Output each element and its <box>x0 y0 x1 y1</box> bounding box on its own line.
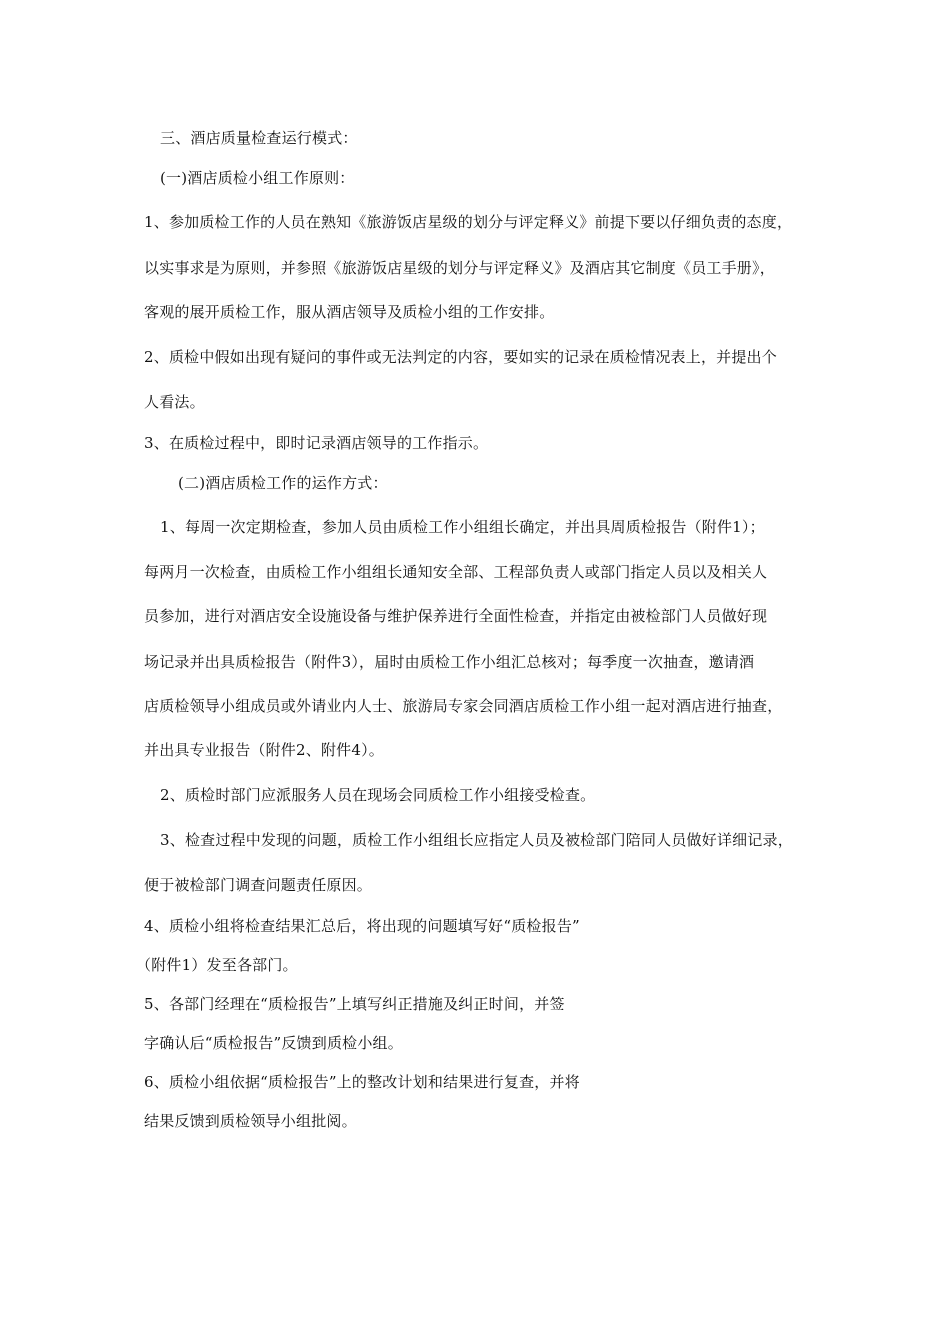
paragraph-line: 客观的展开质检工作，服从酒店领导及质检小组的工作安排。 <box>144 303 555 321</box>
paragraph-line: 并出具专业报告（附件2、附件4）。 <box>144 741 384 759</box>
section-heading: 三、酒店质量检查运行模式： <box>160 129 358 147</box>
paragraph-line: 3、检查过程中发现的问题，质检工作小组组长应指定人员及被检部门陪同人员做好详细记录， <box>160 831 793 849</box>
paragraph-line: 店质检领导小组成员或外请业内人士、旅游局专家会同酒店质检工作小组一起对酒店进行抽查， <box>144 697 783 715</box>
paragraph-line: 4、质检小组将检查结果汇总后，将出现的问题填写好“质检报告” <box>144 917 580 935</box>
paragraph-line: 员参加，进行对酒店安全设施设备与维护保养进行全面性检查，并指定由被检部门人员做好现 <box>144 607 768 625</box>
paragraph-line: 6、质检小组依据“质检报告”上的整改计划和结果进行复查，并将 <box>144 1073 580 1091</box>
subsection-heading: (一)酒店质检小组工作原则： <box>160 169 355 187</box>
paragraph-line: 2、质检中假如出现有疑问的事件或无法判定的内容，要如实的记录在质检情况表上，并提出个 <box>144 348 777 366</box>
paragraph-line: 1、每周一次定期检查，参加人员由质检工作小组组长确定，并出具周质检报告（附件1）； <box>160 518 765 536</box>
paragraph-line: （附件1）发至各部门。 <box>136 956 298 974</box>
subsection-heading: (二)酒店质检工作的运作方式： <box>178 474 388 492</box>
paragraph-line: 场记录并出具质检报告（附件3），届时由质检工作小组汇总核对；每季度一次抽查，邀请酒 <box>144 653 755 671</box>
paragraph-line: 每两月一次检查，由质检工作小组组长通知安全部、工程部负责人或部门指定人员以及相关人 <box>144 563 768 581</box>
paragraph-line: 结果反馈到质检领导小组批阅。 <box>144 1112 357 1130</box>
paragraph-line: 3、在质检过程中，即时记录酒店领导的工作指示。 <box>144 434 489 452</box>
paragraph-line: 字确认后“质检报告”反馈到质检小组。 <box>144 1034 403 1052</box>
paragraph-line: 2、质检时部门应派服务人员在现场会同质检工作小组接受检查。 <box>160 786 596 804</box>
paragraph-line: 以实事求是为原则，并参照《旅游饭店星级的划分与评定释义》及酒店其它制度《员工手册》， <box>144 259 775 277</box>
paragraph-line: 便于被检部门调查问题责任原因。 <box>144 876 373 894</box>
paragraph-line: 5、各部门经理在“质检报告”上填写纠正措施及纠正时间，并签 <box>144 995 565 1013</box>
paragraph-line: 1、参加质检工作的人员在熟知《旅游饭店星级的划分与评定释义》前提下要以仔细负责的态度， <box>144 213 793 231</box>
paragraph-line: 人看法。 <box>144 393 205 411</box>
